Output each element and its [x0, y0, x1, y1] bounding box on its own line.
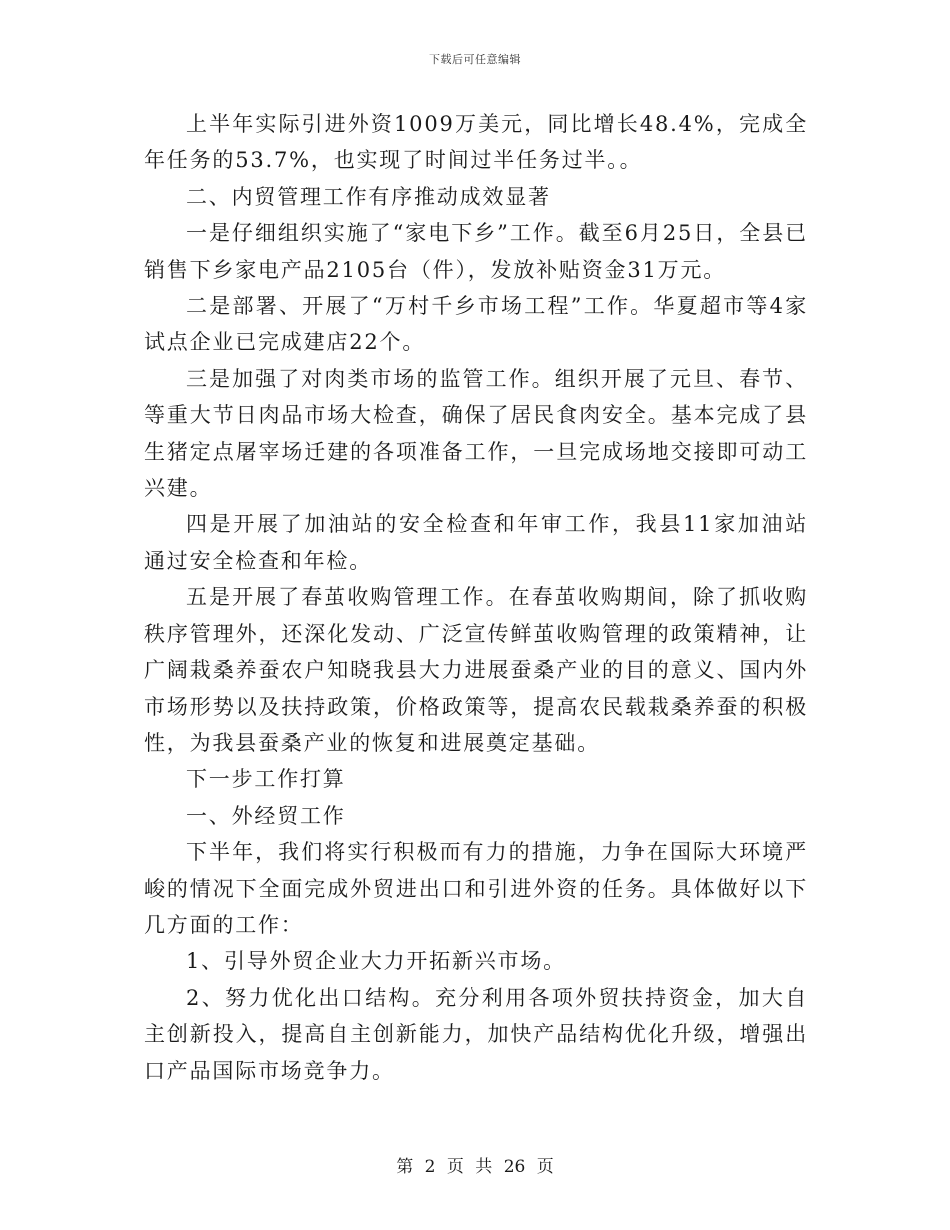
paragraph: 二是部署、开展了“万村千乡市场工程”工作。华夏超市等4家试点企业已完成建店22个。 — [144, 294, 808, 355]
page-number: 第 2 页 共 26 页 — [396, 1157, 554, 1177]
paragraph: 下半年，我们将实行积极而有力的措施，力争在国际大环境严峻的情况下全面完成外贸进出口和引进外资的任务。具体做好以下几方面的工作： — [144, 840, 808, 937]
list-item: 2、努力优化出口结构。充分利用各项外贸扶持资金，加大自主创新投入，提高自主创新能力，加快产品结构优化升级，增强出口产品国际市场竞争力。 — [144, 985, 808, 1083]
section-heading: 一、外经贸工作 — [186, 803, 346, 828]
paragraph: 四是开展了加油站的安全检查和年审工作，我县11家加油站通过安全检查和年检。 — [144, 512, 808, 573]
paragraph: 三是加强了对肉类市场的监管工作。组织开展了元旦、春节、等重大节日肉品市场大检查，确保了居民食肉安全。基本完成了县生猪定点屠宰场迁建的各项准备工作，一旦完成场地交接即可动工兴建。 — [144, 366, 808, 501]
page-header-note: 下载后可任意编辑 — [429, 53, 521, 66]
section-heading: 二、内贸管理工作有序推动成效显著 — [186, 184, 551, 209]
paragraph: 五是开展了春茧收购管理工作。在春茧收购期间，除了抓收购秩序管理外，还深化发动、广泛宣传鲜茧收购管理的政策精神，让广阔栽桑养蚕农户知晓我县大力进展蚕桑产业的目的意义、国内外市场形势以及扶持政策，价格政策等，提高农民载栽桑养蚕的积极性，为我县蚕桑产业的恢复和进展奠定基础。 — [144, 585, 808, 755]
document-body — [144, 106, 808, 1089]
section-heading: 下一步工作打算 — [186, 767, 346, 792]
list-item: 1、引导外贸企业大力开拓新兴市场。 — [186, 949, 566, 974]
paragraph: 上半年实际引进外资1009万美元，同比增长48.4%，完成全年任务的53.7%，也实现了时间过半任务过半。。 — [144, 112, 808, 173]
paragraph: 一是仔细组织实施了“家电下乡”工作。截至6月25日，全县已销售下乡家电产品2105台（件），发放补贴资金31万元。 — [144, 221, 808, 282]
